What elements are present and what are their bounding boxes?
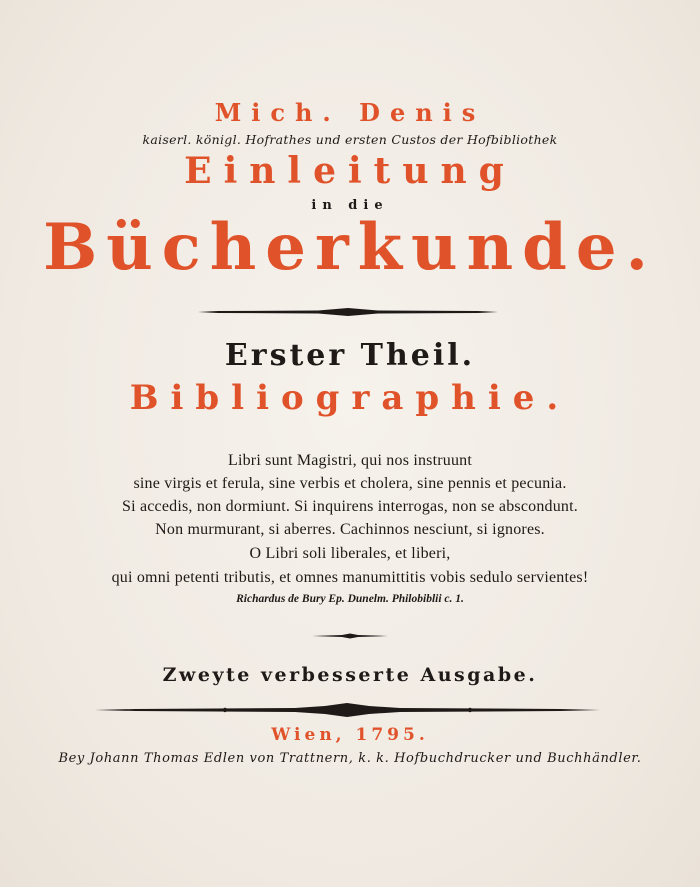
title-line-1: Einleitung: [184, 150, 516, 192]
title-connector: in die: [311, 198, 389, 213]
title-line-2: Bücherkunde.: [43, 210, 657, 285]
ornamental-rule-bottom: [95, 702, 600, 718]
small-rule: [312, 632, 388, 640]
imprint-place-date: Wien, 1795.: [271, 725, 429, 745]
epigraph-line: sine virgis et ferula, sine verbis et cholera, sine pennis et pecunia.: [133, 475, 567, 492]
epigraph-line: qui omni petenti tributis, et omnes manumittitis vobis sedulo servientes!: [111, 569, 589, 586]
edition-statement: Zweyte verbesserte Ausgabe.: [162, 664, 538, 686]
epigraph-line: Si accedis, non dormiunt. Si inquirens interrogas, non se abscondunt.: [122, 498, 578, 515]
epigraph-citation: Richardus de Bury Ep. Dunelm. Philobiblii c. 1.: [236, 593, 464, 605]
part-heading: Erster Theil.: [224, 338, 476, 373]
epigraph-line: O Libri soli liberales, et liberi,: [249, 545, 451, 562]
imprint-printer: Bey Johann Thomas Edlen von Trattnern, k. k. Hofbuchdrucker und Buchhändler.: [58, 751, 642, 766]
epigraph-line: Libri sunt Magistri, qui nos instruunt: [227, 452, 473, 469]
part-subject: Bibliographie.: [129, 378, 571, 418]
author-name: Mich. Denis: [214, 98, 486, 127]
epigraph-line: Non murmurant, si aberres. Cachinnos nesciunt, si ignores.: [155, 521, 545, 538]
ornamental-rule-top: [198, 306, 498, 318]
author-role: kaiserl. königl. Hofrathes und ersten Custos der Hofbibliothek: [142, 132, 558, 147]
